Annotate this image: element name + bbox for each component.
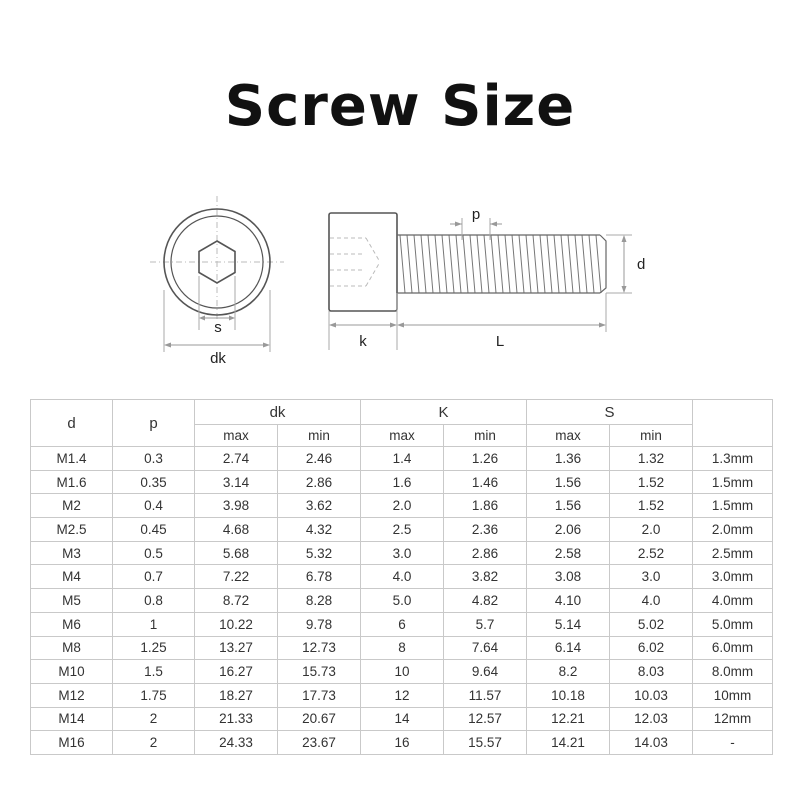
subheader-dk-min: min	[278, 425, 361, 447]
table-cell: 6.14	[527, 636, 610, 660]
s-label: s	[214, 319, 222, 336]
p-arrow-left	[455, 222, 462, 227]
table-cell: 23.67	[278, 731, 361, 755]
table-cell: 4.0mm	[693, 589, 773, 613]
table-cell: 1.5mm	[693, 494, 773, 518]
table-cell: 8.72	[195, 589, 278, 613]
table-cell: M3	[31, 541, 113, 565]
table-cell: M1.6	[31, 470, 113, 494]
table-cell: M5	[31, 589, 113, 613]
table-cell: 12.03	[610, 707, 693, 731]
table-cell: 7.64	[444, 636, 527, 660]
table-cell: 2.58	[527, 541, 610, 565]
table-cell: 1.5	[113, 660, 195, 684]
table-cell: 10.22	[195, 612, 278, 636]
table-cell: 5.14	[527, 612, 610, 636]
table-cell: 3.98	[195, 494, 278, 518]
table-cell: 15.57	[444, 731, 527, 755]
table-cell: 3.0	[610, 565, 693, 589]
table-cell: 16	[361, 731, 444, 755]
table-row	[31, 447, 773, 471]
hidden-socket-lines	[330, 238, 380, 286]
table-cell: 1.56	[527, 494, 610, 518]
table-cell: 0.35	[113, 470, 195, 494]
table-cell: 12.57	[444, 707, 527, 731]
dk-label: dk	[210, 350, 226, 367]
table-cell: M2	[31, 494, 113, 518]
table-cell: 2.86	[444, 541, 527, 565]
table-row	[31, 494, 773, 518]
table-row	[31, 707, 773, 731]
table-cell: 17.73	[278, 683, 361, 707]
d-label: d	[637, 256, 646, 273]
table-cell: 18.27	[195, 683, 278, 707]
table-cell: 7.22	[195, 565, 278, 589]
table-row	[31, 683, 773, 707]
header-s: S	[527, 400, 693, 425]
table-cell: 2.0	[610, 518, 693, 542]
table-cell: 12.21	[527, 707, 610, 731]
table-cell: 2.86	[278, 470, 361, 494]
table-cell: 12.73	[278, 636, 361, 660]
table-cell: M6	[31, 612, 113, 636]
table-cell: 2.06	[527, 518, 610, 542]
table-cell: 6.0mm	[693, 636, 773, 660]
table-cell: 8.28	[278, 589, 361, 613]
table-cell: M8	[31, 636, 113, 660]
table-row	[31, 636, 773, 660]
table-cell: 2.46	[278, 447, 361, 471]
dk-arrow-left	[164, 343, 171, 348]
table-cell: 21.33	[195, 707, 278, 731]
table-cell: 3.0	[361, 541, 444, 565]
table-cell: 9.64	[444, 660, 527, 684]
table-cell: 5.0	[361, 589, 444, 613]
table-row	[31, 589, 773, 613]
table-cell: 8.2	[527, 660, 610, 684]
thread-lines	[400, 235, 601, 293]
dk-arrow-right	[263, 343, 270, 348]
table-row	[31, 470, 773, 494]
table-cell: 2.0	[361, 494, 444, 518]
table-cell: 15.73	[278, 660, 361, 684]
table-cell: 4.68	[195, 518, 278, 542]
table-cell: 1.26	[444, 447, 527, 471]
table-cell: 3.82	[444, 565, 527, 589]
table-cell: 1.25	[113, 636, 195, 660]
screw-diagram	[0, 0, 800, 390]
table-cell: 1.6	[361, 470, 444, 494]
table-cell: 2.36	[444, 518, 527, 542]
p-label: p	[471, 206, 481, 223]
table-cell: 13.27	[195, 636, 278, 660]
subheader-s-max: max	[527, 425, 610, 447]
table-cell: 12mm	[693, 707, 773, 731]
table-cell: 11.57	[444, 683, 527, 707]
table-cell: 1.56	[527, 470, 610, 494]
table-cell: 1.4	[361, 447, 444, 471]
table-cell: M16	[31, 731, 113, 755]
table-cell: 2.5	[361, 518, 444, 542]
table-cell: 1.52	[610, 494, 693, 518]
table-cell: 6.02	[610, 636, 693, 660]
screw-head	[329, 213, 397, 311]
table-cell: 1.86	[444, 494, 527, 518]
header-d: d	[31, 400, 113, 447]
table-cell: 4.0	[361, 565, 444, 589]
table-row	[31, 565, 773, 589]
k-label: k	[359, 333, 367, 350]
table-cell: 0.7	[113, 565, 195, 589]
table-row	[31, 660, 773, 684]
table-cell: 4.32	[278, 518, 361, 542]
s-arrow-left	[199, 316, 205, 321]
table-row	[31, 731, 773, 755]
header-dk: dk	[195, 400, 361, 425]
table-cell: 9.78	[278, 612, 361, 636]
table-cell: 2	[113, 707, 195, 731]
table-cell: M12	[31, 683, 113, 707]
subheader-dk-max: max	[195, 425, 278, 447]
shaft-tip	[600, 235, 606, 293]
table-cell: M1.4	[31, 447, 113, 471]
header-blank	[693, 400, 773, 447]
table-cell: 8	[361, 636, 444, 660]
table-cell: 2	[113, 731, 195, 755]
table-cell: 1.36	[527, 447, 610, 471]
table-cell: 2.74	[195, 447, 278, 471]
table-cell: 6.78	[278, 565, 361, 589]
table-cell: 3.0mm	[693, 565, 773, 589]
table-cell: 14	[361, 707, 444, 731]
table-cell: 10	[361, 660, 444, 684]
table-row	[31, 612, 773, 636]
L-label: L	[495, 333, 505, 350]
subheader-k-min: min	[444, 425, 527, 447]
table-cell: 3.62	[278, 494, 361, 518]
table-cell: 5.7	[444, 612, 527, 636]
table-cell: 4.10	[527, 589, 610, 613]
header-k: K	[361, 400, 527, 425]
table-cell: 10.18	[527, 683, 610, 707]
s-arrow-right	[229, 316, 235, 321]
subheader-k-max: max	[361, 425, 444, 447]
table-cell: 16.27	[195, 660, 278, 684]
table-cell: 2.52	[610, 541, 693, 565]
side-view	[329, 213, 632, 350]
table-cell: 1.46	[444, 470, 527, 494]
table-cell: 0.3	[113, 447, 195, 471]
table-cell: 24.33	[195, 731, 278, 755]
screw-spec-table	[30, 399, 773, 755]
table-cell: 20.67	[278, 707, 361, 731]
table-cell: 5.68	[195, 541, 278, 565]
table-cell: 8.03	[610, 660, 693, 684]
table-cell: 2.5mm	[693, 541, 773, 565]
table-cell: M2.5	[31, 518, 113, 542]
table-cell: M10	[31, 660, 113, 684]
table-cell: 1.52	[610, 470, 693, 494]
table-cell: 12	[361, 683, 444, 707]
table-cell: 1	[113, 612, 195, 636]
table-cell: 8.0mm	[693, 660, 773, 684]
table-cell: 0.8	[113, 589, 195, 613]
table-cell: 0.45	[113, 518, 195, 542]
table-cell: 1.75	[113, 683, 195, 707]
table-cell: 10mm	[693, 683, 773, 707]
table-cell: M4	[31, 565, 113, 589]
table-cell: 1.32	[610, 447, 693, 471]
table-cell: 5.02	[610, 612, 693, 636]
table-cell: 0.5	[113, 541, 195, 565]
page-title: Screw Size	[224, 74, 576, 139]
table-cell: 14.21	[527, 731, 610, 755]
table-cell: 3.14	[195, 470, 278, 494]
table-cell: 5.0mm	[693, 612, 773, 636]
table-row	[31, 518, 773, 542]
p-arrow-right	[490, 222, 497, 227]
table-cell: 0.4	[113, 494, 195, 518]
table-cell: 5.32	[278, 541, 361, 565]
table-cell: 2.0mm	[693, 518, 773, 542]
table-cell: 6	[361, 612, 444, 636]
table-cell: 1.5mm	[693, 470, 773, 494]
table-cell: 3.08	[527, 565, 610, 589]
table-cell: 4.82	[444, 589, 527, 613]
table-body	[31, 447, 773, 755]
table-cell: 10.03	[610, 683, 693, 707]
table-cell: 1.3mm	[693, 447, 773, 471]
subheader-s-min: min	[610, 425, 693, 447]
table-cell: 4.0	[610, 589, 693, 613]
table-cell: -	[693, 731, 773, 755]
table-cell: 14.03	[610, 731, 693, 755]
table-cell: M14	[31, 707, 113, 731]
table-row	[31, 541, 773, 565]
header-p: p	[113, 400, 195, 447]
